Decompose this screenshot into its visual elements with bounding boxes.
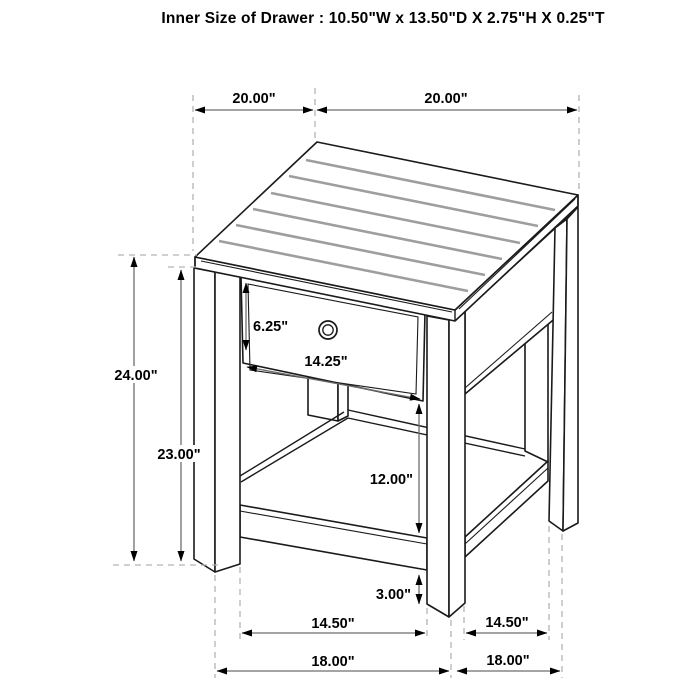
dim-height-under-top: 23.00"	[157, 447, 201, 463]
dim-top-depth: 20.00"	[232, 91, 276, 107]
dim-drawer-height: 6.25"	[253, 319, 289, 335]
dim-base-right: 18.00"	[486, 653, 530, 669]
dim-drawer-width: 14.25"	[304, 354, 348, 370]
dim-opening-right: 14.50"	[485, 615, 529, 631]
dim-overall-height: 24.00"	[114, 368, 158, 384]
front-left-leg	[194, 268, 240, 572]
dim-drawer-to-shelf: 12.00"	[369, 472, 413, 488]
shelf-right-rail	[465, 461, 548, 557]
front-right-leg	[427, 312, 465, 617]
dim-base-left: 18.00"	[311, 654, 355, 670]
shelf-front-rail	[240, 505, 427, 570]
diagram-title: Inner Size of Drawer : 10.50"W x 13.50"D X 2.75"H X 0.25"T	[161, 10, 605, 27]
dim-opening-left: 14.50"	[311, 616, 355, 632]
dim-shelf-to-floor: 3.00"	[375, 587, 411, 603]
dim-top-width: 20.00"	[424, 91, 468, 107]
drawer-knob	[319, 321, 337, 339]
lower-shelf	[240, 410, 548, 570]
